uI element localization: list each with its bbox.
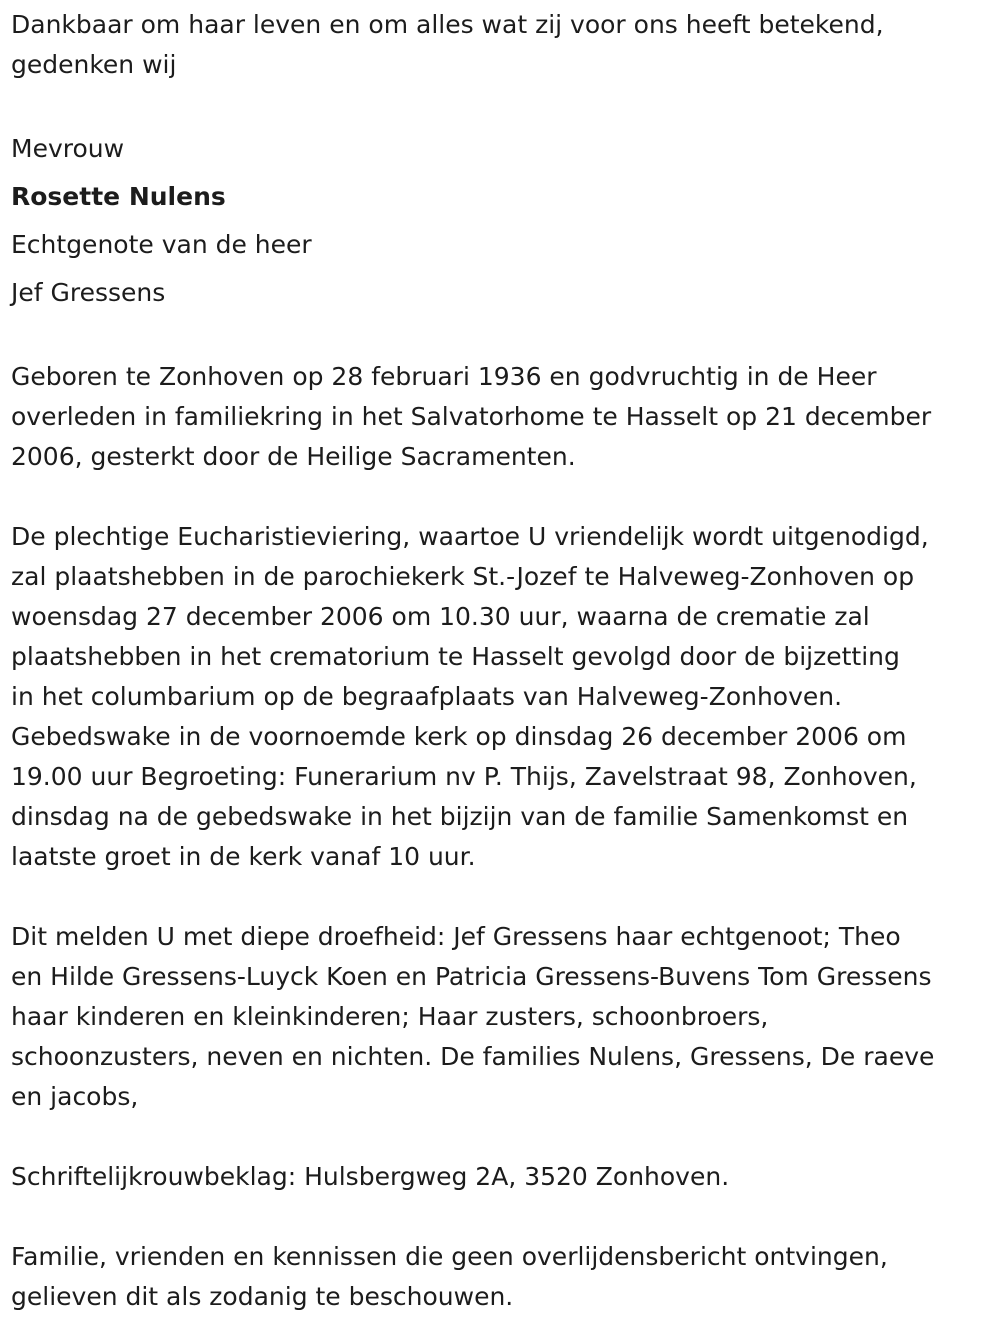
text-line: gelieven dit als zodanig te beschouwen.: [11, 1282, 514, 1311]
ceremony-paragraph: [11, 517, 996, 877]
deceased-block: [11, 125, 996, 317]
honorific-title: Mevrouw: [11, 134, 125, 163]
paragraph-gap: [11, 477, 996, 517]
paragraph-gap: [11, 317, 996, 357]
obituary-document: [11, 5, 996, 1317]
text-line: en Hilde Gressens-Luyck Koen en Patricia Gressens-Buvens Tom Gressens: [11, 962, 932, 991]
birth-death-paragraph: [11, 357, 996, 477]
spouse-name: Jef Gressens: [11, 278, 166, 307]
text-line: en jacobs,: [11, 1082, 139, 1111]
text-line: Schriftelijkrouwbeklag: Hulsbergweg 2A, 3520 Zonhoven.: [11, 1162, 730, 1191]
text-line: Gebedswake in de voornoemde kerk op dinsdag 26 december 2006 om: [11, 722, 907, 751]
text-line: De plechtige Eucharistieviering, waartoe U vriendelijk wordt uitgenodigd,: [11, 522, 929, 551]
paragraph-gap: [11, 1197, 996, 1237]
text-line: woensdag 27 december 2006 om 10.30 uur, waarna de crematie zal: [11, 602, 870, 631]
intro-paragraph: [11, 5, 996, 85]
condolences-paragraph: [11, 1157, 996, 1197]
text-line: plaatshebben in het crematorium te Hasselt gevolgd door de bijzetting: [11, 642, 900, 671]
text-line: Familie, vrienden en kennissen die geen overlijdensbericht ontvingen,: [11, 1242, 888, 1271]
paragraph-gap: [11, 877, 996, 917]
relation-text: Echtgenote van de heer: [11, 230, 312, 259]
text-line: in het columbarium op de begraafplaats van Halveweg-Zonhoven.: [11, 682, 843, 711]
text-line: Dankbaar om haar leven en om alles wat zij voor ons heeft betekend,: [11, 10, 884, 39]
text-line: haar kinderen en kleinkinderen; Haar zusters, schoonbroers,: [11, 1002, 769, 1031]
family-paragraph: [11, 917, 996, 1117]
deceased-name: Rosette Nulens: [11, 182, 226, 211]
text-line: Geboren te Zonhoven op 28 februari 1936 en godvruchtig in de Heer: [11, 362, 877, 391]
text-line: overleden in familiekring in het Salvatorhome te Hasselt op 21 december: [11, 402, 932, 431]
text-line: zal plaatshebben in de parochiekerk St.-Jozef te Halveweg-Zonhoven op: [11, 562, 915, 591]
closing-paragraph: [11, 1237, 996, 1317]
text-line: gedenken wij: [11, 50, 177, 79]
paragraph-gap: [11, 85, 996, 125]
text-line: Dit melden U met diepe droefheid: Jef Gressens haar echtgenoot; Theo: [11, 922, 901, 951]
text-line: laatste groet in de kerk vanaf 10 uur.: [11, 842, 476, 871]
text-line: 19.00 uur Begroeting: Funerarium nv P. Thijs, Zavelstraat 98, Zonhoven,: [11, 762, 917, 791]
text-line: 2006, gesterkt door de Heilige Sacramenten.: [11, 442, 576, 471]
text-line: schoonzusters, neven en nichten. De families Nulens, Gressens, De raeve: [11, 1042, 935, 1071]
text-line: dinsdag na de gebedswake in het bijzijn van de familie Samenkomst en: [11, 802, 909, 831]
paragraph-gap: [11, 1117, 996, 1157]
